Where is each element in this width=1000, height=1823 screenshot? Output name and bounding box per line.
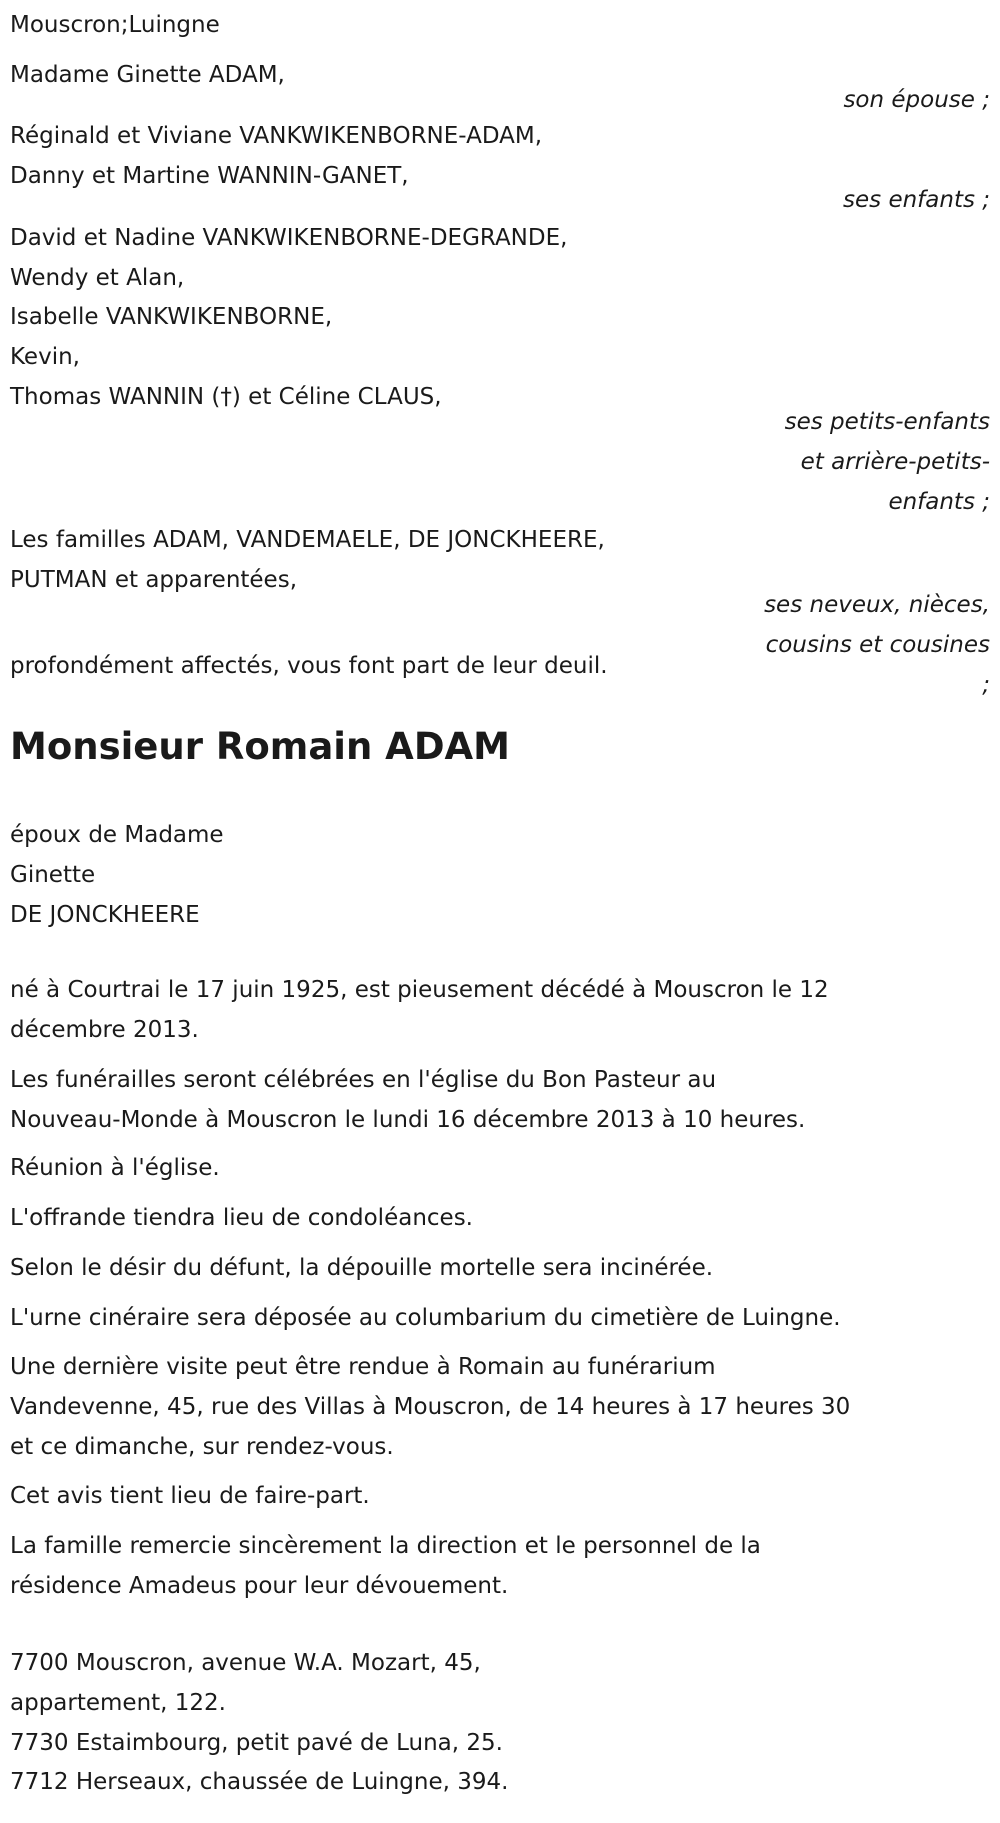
paragraph-line: Réunion à l'église. [10, 1155, 220, 1181]
paragraph-line: Vandevenne, 45, rue des Villas à Mouscron, de 14 heures à 17 heures 30 [10, 1394, 851, 1420]
grandchildren-role-line: ses petits-enfants [784, 409, 990, 435]
paragraph-line: La famille remercie sincèrement la direction et le personnel de la [10, 1533, 761, 1559]
grandchild-name: Thomas WANNIN (†) et Céline CLAUS, [10, 384, 442, 410]
paragraph-line: décembre 2013. [10, 1017, 199, 1043]
address-line: 7712 Herseaux, chaussée de Luingne, 394. [10, 1769, 509, 1795]
spouse-role: son épouse ; [843, 87, 990, 113]
paragraph-line: Nouveau-Monde à Mouscron le lundi 16 décembre 2013 à 10 heures. [10, 1107, 806, 1133]
spouse-name: Madame Ginette ADAM, [10, 62, 285, 88]
location-header: Mouscron;Luingne [10, 12, 220, 38]
paragraph-line: Cet avis tient lieu de faire-part. [10, 1483, 370, 1509]
relatives-role-line: ; [982, 672, 990, 698]
paragraph-line: et ce dimanche, sur rendez-vous. [10, 1434, 394, 1460]
relatives-role-line: cousins et cousines [765, 632, 990, 658]
child-name: Réginald et Viviane VANKWIKENBORNE-ADAM, [10, 123, 543, 149]
spouse-of-line: DE JONCKHEERE [10, 902, 200, 928]
relatives-role-line: ses neveux, nièces, [764, 592, 990, 618]
grandchild-name: Wendy et Alan, [10, 265, 185, 291]
closing-line: profondément affectés, vous font part de leur deuil. [10, 653, 608, 679]
grandchildren-role-line: et arrière-petits- [800, 449, 990, 475]
relatives-name: PUTMAN et apparentées, [10, 567, 298, 593]
address-line: 7700 Mouscron, avenue W.A. Mozart, 45, [10, 1650, 481, 1676]
paragraph-line: né à Courtrai le 17 juin 1925, est pieusement décédé à Mouscron le 12 [10, 977, 829, 1003]
relatives-name: Les familles ADAM, VANDEMAELE, DE JONCKHEERE, [10, 527, 605, 553]
address-line: 7730 Estaimbourg, petit pavé de Luna, 25. [10, 1730, 503, 1756]
paragraph-line: Selon le désir du défunt, la dépouille mortelle sera incinérée. [10, 1255, 714, 1281]
address-line: appartement, 122. [10, 1690, 226, 1716]
children-role: ses enfants ; [843, 187, 990, 213]
grandchildren-role-line: enfants ; [888, 489, 990, 515]
spouse-of-line: Ginette [10, 862, 96, 888]
paragraph-line: résidence Amadeus pour leur dévouement. [10, 1573, 509, 1599]
spouse-of-line: époux de Madame [10, 822, 224, 848]
paragraph-line: Une dernière visite peut être rendue à Romain au funérarium [10, 1354, 716, 1380]
deceased-name: Monsieur Romain ADAM [10, 725, 510, 768]
grandchild-name: Isabelle VANKWIKENBORNE, [10, 304, 333, 330]
child-name: Danny et Martine WANNIN-GANET, [10, 163, 409, 189]
grandchild-name: Kevin, [10, 344, 80, 370]
paragraph-line: L'offrande tiendra lieu de condoléances. [10, 1205, 473, 1231]
paragraph-line: Les funérailles seront célébrées en l'église du Bon Pasteur au [10, 1067, 717, 1093]
paragraph-line: L'urne cinéraire sera déposée au columbarium du cimetière de Luingne. [10, 1305, 841, 1331]
grandchild-name: David et Nadine VANKWIKENBORNE-DEGRANDE, [10, 225, 568, 251]
